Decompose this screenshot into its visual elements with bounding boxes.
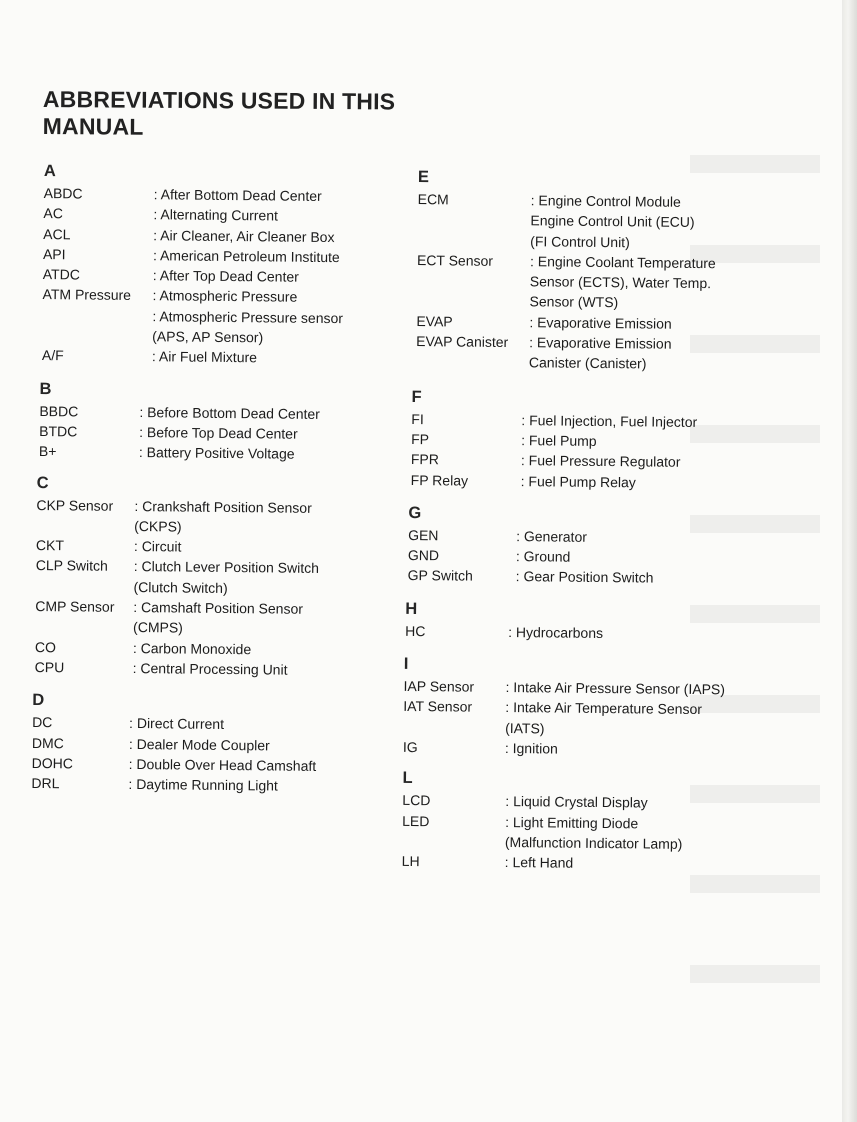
abbreviation-definition: : Hydrocarbons xyxy=(508,623,604,641)
section-g xyxy=(408,502,811,590)
abbreviation-term: LH xyxy=(401,853,420,870)
abbreviation-term: FI xyxy=(411,410,424,427)
abbreviation-term: DC xyxy=(32,714,53,731)
abbreviation-term: ECM xyxy=(417,191,449,208)
section-letter: E xyxy=(417,168,429,187)
abbreviation-entry xyxy=(405,621,809,646)
abbreviation-definition: : Ignition xyxy=(504,739,558,757)
abbreviation-definition: : Gear Position Switch xyxy=(515,568,654,586)
abbreviation-definition: : Air Cleaner, Air Cleaner Box xyxy=(153,226,335,245)
abbreviation-entry xyxy=(403,737,808,762)
section-c xyxy=(35,472,437,682)
abbreviation-term: DOHC xyxy=(31,754,74,772)
abbreviation-term: GND xyxy=(407,547,440,564)
section-e xyxy=(416,166,814,376)
abbreviation-term: A/F xyxy=(41,347,64,364)
abbreviation-term: IAT Sensor xyxy=(403,698,473,715)
abbreviation-term: GP Switch xyxy=(407,567,473,585)
abbreviation-entry xyxy=(42,345,438,369)
abbreviation-term: LCD xyxy=(402,792,431,809)
abbreviation-term: IG xyxy=(402,738,418,756)
section-l xyxy=(402,767,808,875)
abbreviation-entry xyxy=(416,250,813,315)
abbreviation-definition: : Evaporative Emission xyxy=(529,313,672,332)
abbreviation-term: ACL xyxy=(43,225,71,242)
abbreviation-definition: : Central Processing Unit xyxy=(132,659,288,678)
section-letter: D xyxy=(32,691,45,710)
right-column xyxy=(401,166,814,876)
section-letter: G xyxy=(408,503,422,522)
abbreviation-term: FPR xyxy=(410,451,440,468)
abbreviation-term: API xyxy=(42,245,66,263)
left-column xyxy=(33,160,440,798)
abbreviation-entry xyxy=(403,696,808,741)
abbreviation-term: CO xyxy=(34,638,56,655)
abbreviation-definition: : Fuel Injection, Fuel Injector xyxy=(521,411,698,430)
abbreviation-term: BTDC xyxy=(39,422,78,440)
section-letter: H xyxy=(405,599,418,618)
abbreviation-definition: : Direct Current xyxy=(129,715,225,733)
abbreviation-definition: : Battery Positive Voltage xyxy=(138,444,295,462)
abbreviation-definition: : Engine Control Module Engine Control Unit (ECU) (FI Control Unit) xyxy=(530,192,695,250)
abbreviation-definition: : Generator xyxy=(516,527,588,545)
abbreviation-definition: : Fuel Pump Relay xyxy=(520,472,636,490)
abbreviation-entry xyxy=(36,495,436,540)
abbreviation-entry xyxy=(35,555,435,600)
abbreviation-term: FP xyxy=(411,430,430,448)
abbreviation-term: CKT xyxy=(35,537,65,554)
section-letter: I xyxy=(403,654,409,674)
abbreviation-entry xyxy=(31,773,433,798)
abbreviation-entry xyxy=(39,441,437,465)
abbreviation-definition: : Fuel Pump xyxy=(521,432,597,449)
abbreviation-definition: : Alternating Current xyxy=(153,206,279,224)
section-letter: A xyxy=(43,162,56,181)
abbreviation-term: EVAP xyxy=(416,312,453,330)
abbreviation-definition: : Atmospheric Pressure xyxy=(152,287,298,306)
section-b xyxy=(39,378,438,466)
abbreviation-entry xyxy=(416,331,812,376)
abbreviation-term: ECT Sensor xyxy=(416,251,494,269)
section-f xyxy=(411,386,812,494)
abbreviation-definition: : American Petroleum Institute xyxy=(152,247,340,266)
abbreviation-term: GEN xyxy=(408,526,439,544)
section-letter: L xyxy=(402,769,413,788)
abbreviation-definition: : Carbon Monoxide xyxy=(132,639,252,657)
abbreviation-term xyxy=(42,305,152,347)
abbreviation-definition: : Atmospheric Pressure sensor (APS, AP Sensor) xyxy=(152,307,344,346)
abbreviation-term: LED xyxy=(402,812,430,829)
section-i xyxy=(403,653,809,761)
abbreviation-definition: : Ground xyxy=(515,548,571,565)
abbreviation-entry xyxy=(417,189,814,254)
abbreviation-definition: : Engine Coolant Temperature Sensor (ECTS), Water Temp. Sensor (WTS) xyxy=(529,253,716,311)
abbreviation-definition: : Intake Air Temperature Sensor (IATS) xyxy=(505,699,703,737)
page-edge-shadow xyxy=(842,0,857,1122)
abbreviation-term: ABDC xyxy=(43,185,83,202)
abbreviation-definition: : After Bottom Dead Center xyxy=(153,186,322,204)
abbreviation-term: CPU xyxy=(34,658,65,676)
abbreviation-definition: : Liquid Crystal Display xyxy=(505,793,648,811)
abbreviation-definition: : Before Top Dead Center xyxy=(139,424,298,442)
abbreviation-term: HC xyxy=(405,622,426,639)
abbreviation-definition: : Camshaft Position Sensor (CMPS) xyxy=(133,599,304,636)
section-letter: B xyxy=(39,379,52,398)
page-title: ABBREVIATIONS USED IN THIS MANUAL xyxy=(42,86,396,140)
abbreviation-term: AC xyxy=(43,205,63,222)
abbreviation-term: EVAP Canister xyxy=(416,333,509,351)
abbreviation-entry xyxy=(35,596,435,641)
abbreviation-definition: : Evaporative Emission Canister (Canister) xyxy=(528,334,672,372)
abbreviation-entry xyxy=(402,851,807,876)
abbreviation-entry xyxy=(42,305,438,350)
abbreviation-term: CMP Sensor xyxy=(35,598,115,615)
abbreviation-term: FP Relay xyxy=(410,471,469,489)
abbreviation-definition: : Light Emitting Diode (Malfunction Indicator Lamp) xyxy=(504,813,683,852)
abbreviation-term: CKP Sensor xyxy=(36,496,114,514)
abbreviation-definition: : Daytime Running Light xyxy=(128,776,278,794)
abbreviation-entry xyxy=(35,657,435,681)
abbreviation-term: DMC xyxy=(31,734,64,751)
abbreviation-definition: : Crankshaft Position Sensor (CKPS) xyxy=(134,497,312,535)
abbreviation-entry xyxy=(411,470,811,494)
abbreviation-term: ATM Pressure xyxy=(42,286,132,304)
abbreviation-definition: : Dealer Mode Coupler xyxy=(128,735,270,753)
abbreviation-definition: : Clutch Lever Position Switch (Clutch Switch) xyxy=(133,558,320,596)
abbreviation-definition: : Left Hand xyxy=(504,854,574,871)
abbreviation-definition: : Circuit xyxy=(133,538,182,555)
abbreviation-definition: : Before Bottom Dead Center xyxy=(139,403,320,422)
abbreviation-definition: : Fuel Pressure Regulator xyxy=(520,452,681,471)
section-h xyxy=(405,598,809,646)
abbreviation-definition: : Air Fuel Mixture xyxy=(151,348,258,366)
section-letter: F xyxy=(411,387,422,406)
abbreviation-definition: : Intake Air Pressure Sensor (IAPS) xyxy=(505,679,726,698)
section-d xyxy=(31,689,434,797)
section-letter: C xyxy=(36,473,49,492)
abbreviation-term: IAP Sensor xyxy=(403,677,475,695)
section-a xyxy=(42,160,440,370)
abbreviation-entry xyxy=(408,565,810,590)
abbreviation-term: ATDC xyxy=(42,266,80,283)
abbreviation-definition: : Double Over Head Camshaft xyxy=(128,755,317,774)
abbreviation-definition: : After Top Dead Center xyxy=(152,267,299,285)
abbreviation-term: B+ xyxy=(38,443,57,460)
abbreviation-entry xyxy=(402,810,807,855)
abbreviation-term: DRL xyxy=(31,775,60,792)
abbreviation-term: BBDC xyxy=(39,402,79,420)
abbreviation-term: CLP Switch xyxy=(35,557,108,575)
